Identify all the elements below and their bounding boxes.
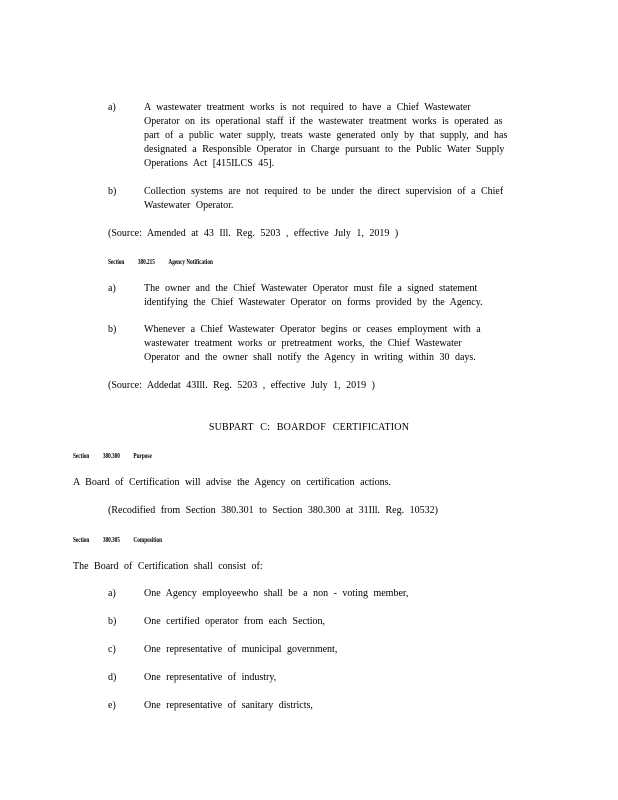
section-title: Purpose [133,452,152,460]
list-item [108,587,548,601]
item-label: e) [108,700,116,711]
item-label: d) [108,672,117,683]
item-label: b) [108,324,117,335]
source-note: (Source: Amended at 43 Ill. Reg. 5203 , effective July 1, 2019 ) [108,228,399,239]
item-text: A wastewater treatment works is not required to have a Chief Wastewater Operator on its operational staff if the wastewater treatment works is operated as part of a public water supply, treats waste generated only by that supply, and has designated a Responsible Operator in Charge pursuant to the Public Water Supply Operations Act [415ILCS 45]. [144,102,508,169]
item-label: a) [108,588,116,599]
item-label: b) [108,616,117,627]
body-paragraph: A Board of Certification will advise the Agency on certification actions. [73,477,391,488]
item-label: b) [108,186,117,197]
list-item [108,699,548,713]
list-item [108,643,548,657]
list-item [108,282,548,310]
list-item [108,101,548,171]
subpart-title: SUBPART C: BOARDOF CERTIFICATION [208,422,410,433]
section-heading [73,535,175,545]
source-note: (Source: Addedat 43Ill. Reg. 5203 , effective July 1, 2019 ) [108,380,375,391]
section-heading [73,451,165,461]
list-item [108,185,548,213]
item-text: Whenever a Chief Wastewater Operator begins or ceases employment with a wastewater treatment works or pretreatment works, the Chief Wastewater Operator and the owner shall notify the Agency in writing within 30 days. [144,324,481,363]
section-word: Section [108,258,125,266]
list-item [108,323,548,365]
section-number: 380.305 [102,536,120,544]
list-item [108,615,548,629]
section-title: Composition [133,536,162,544]
body-paragraph: The Board of Certification shall consist of: [73,561,263,572]
list-item [108,671,548,685]
section-word: Section [73,536,90,544]
section-word: Section [73,452,90,460]
item-text: One representative of sanitary districts, [144,700,313,711]
section-heading [108,257,226,267]
section-number: 380.300 [102,452,120,460]
item-text: The owner and the Chief Wastewater Operator must file a signed statement identifying the Chief Wastewater Operator on forms provided by the Agency. [144,283,483,308]
item-text: Collection systems are not required to be under the direct supervision of a Chief Wastewater Operator. [144,186,504,211]
item-text: One Agency employeewho shall be a non - voting member, [144,588,409,599]
source-note: (Recodified from Section 380.301 to Section 380.300 at 31Ill. Reg. 10532) [108,505,438,516]
item-text: One certified operator from each Section, [144,616,326,627]
item-text: One representative of industry, [144,672,277,683]
section-title: Agency Notification [168,258,213,266]
item-label: a) [108,283,116,294]
item-label: a) [108,102,116,113]
item-text: One representative of municipal government, [144,644,338,655]
item-label: c) [108,644,116,655]
section-number: 380.215 [137,258,155,266]
